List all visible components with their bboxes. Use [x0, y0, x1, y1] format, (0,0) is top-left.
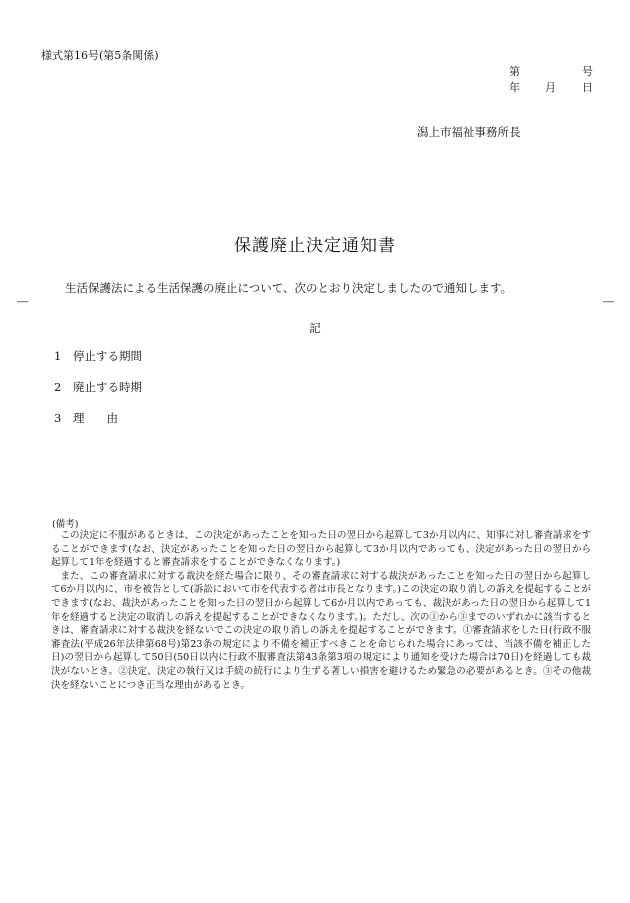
right-margin-mark: ―	[603, 295, 614, 308]
document-title: 保護廃止決定通知書	[234, 236, 396, 256]
item-number: 1	[54, 349, 62, 363]
left-margin-mark: ―	[17, 295, 28, 308]
intro-text: 生活保護法による生活保護の廃止について、次のとおり決定しましたので通知します。	[65, 281, 513, 295]
item-number: 3	[54, 411, 62, 425]
issuer: 潟上市福祉事務所長	[417, 125, 521, 139]
notes-body	[51, 529, 591, 692]
notes-paragraph: この決定に不服があるときは、この決定があったことを知った日の翌日から起算して3か月以内に、知事に対し審査請求をすることができます(なお、決定があったことを知った日の翌日から起算して3か月以内であっても、決定があった日の翌日から起算して1年を経過すると審査請求をすることができなくなります。)	[51, 530, 591, 569]
form-number: 様式第16号(第5条関係)	[41, 49, 159, 62]
item-reason	[54, 410, 118, 426]
item-suspension-period	[54, 348, 142, 364]
ki-heading: 記	[309, 321, 321, 335]
date-day: 日	[582, 81, 593, 94]
doc-number-dai: 第	[509, 65, 520, 78]
item-abolition-time	[54, 379, 142, 395]
item-label-second: 由	[106, 411, 118, 425]
notes-heading: (備考)	[52, 519, 79, 530]
item-label-first: 理	[73, 411, 85, 425]
date-month: 月	[545, 81, 556, 94]
date-year: 年	[509, 81, 520, 94]
item-number: 2	[54, 380, 62, 394]
notes-paragraph: また、この審査請求に対する裁決を経た場合に限り、その審査請求に対する裁決があったことを知った日の翌日から起算して6か月以内に、市を被告として(訴訟において市を代表する者は市長となります。)この決定の取り消しの訴えを提起することができます(なお、裁決があったことを知った日の翌日から起算して6か月以内であっても、裁決があった日の翌日から起算して1年を経過すると決定の取消しの訴えを提起することができなくなります。)。ただし、次の①から③までのいずれかに該当するときは、審査請求に対する裁決を経ないでこの決定の取り消しの訴えを提起することができます。①審査請求をした日(行政不服審査法(平成26年法律第68号)第23条の規定により不備を補正すべきことを命じられた場合にあっては、当該不備を補正した日)の翌日から起算して50日(50日以内に行政不服審査法第43条第3項の規定により通知を受けた場合は70日)を経過しても裁決がないとき。②決定、決定の執行又は手続の続行により生ずる著しい損害を避けるため緊急の必要があるとき。③その他裁決を経ないことにつき正当な理由があるとき。	[51, 570, 591, 691]
doc-number-gou: 号	[582, 65, 593, 78]
item-label: 停止する期間	[73, 349, 142, 363]
item-label: 廃止する時期	[73, 380, 142, 394]
